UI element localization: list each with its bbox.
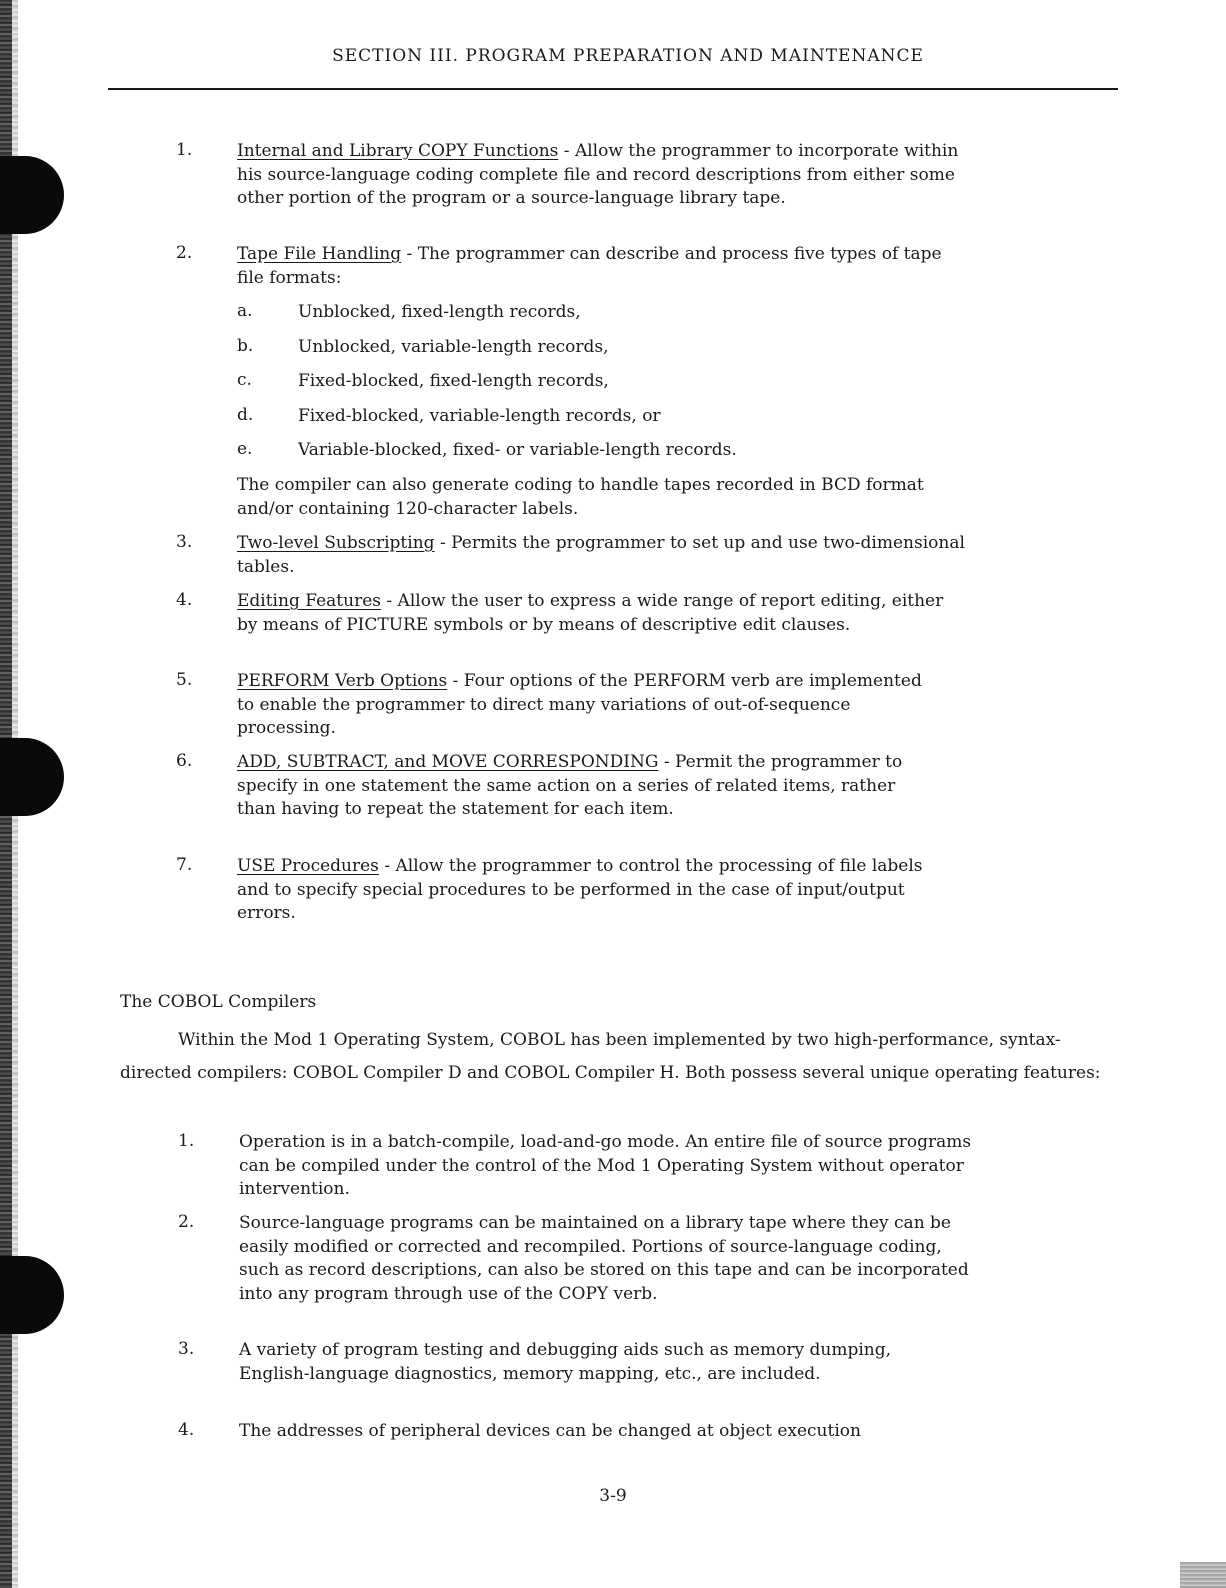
feature-number: 6. (176, 751, 193, 771)
feature-item (237, 140, 987, 211)
feature-item (237, 855, 937, 926)
feature-description: - Allow the programmer to incorporate within his source-language coding complete file and record descriptions from either some other portion of the program or a source-language library tape. (237, 141, 959, 208)
compiler-feature-number: 4. (178, 1420, 195, 1440)
compiler-feature-text: The addresses of peripheral devices can be changed at object execution (239, 1421, 861, 1441)
feature-number: 5. (176, 670, 193, 690)
format-letter: b. (237, 336, 254, 356)
punch-hole (0, 738, 64, 816)
format-text: Fixed-blocked, variable-length records, or (298, 406, 661, 426)
feature-number: 7. (176, 855, 193, 875)
scan-artifact (1180, 1562, 1226, 1588)
compiler-feature-number: 1. (178, 1131, 195, 1151)
header-rule (108, 88, 1118, 90)
feature-title: USE Procedures (237, 856, 379, 876)
section-heading: The COBOL Compilers (120, 992, 317, 1012)
punch-hole (0, 156, 64, 234)
feature-description: - The programmer can describe and process five types of tape file formats: (237, 244, 942, 288)
feature-number: 2. (176, 243, 193, 263)
format-letter: e. (237, 439, 253, 459)
intro-paragraph: Within the Mod 1 Operating System, COBOL has been implemented by two high-performance, syntax-directed compilers: COBOL Compiler D and COBOL Compiler H. Both possess several unique operating features: (120, 1030, 1101, 1083)
format-text: Fixed-blocked, fixed-length records, (298, 371, 609, 391)
compiler-feature-text: A variety of program testing and debugging aids such as memory dumping, English-language diagnostics, memory mapping, etc., are included. (239, 1340, 891, 1384)
format-text: Variable-blocked, fixed- or variable-length records. (298, 440, 737, 460)
feature-item (237, 670, 937, 741)
page-number: 3-9 (599, 1486, 627, 1506)
feature-description: - Four options of the PERFORM verb are implemented to enable the programmer to direct many variations of out-of-sequence processing. (237, 671, 922, 738)
feature-title: Internal and Library COPY Functions (237, 141, 559, 161)
compiler-feature-text: Operation is in a batch-compile, load-and-go mode. An entire file of source programs can be compiled under the control of the Mod 1 Operating System without operator intervention. (239, 1132, 972, 1199)
feature-number: 4. (176, 590, 193, 610)
feature-title: Tape File Handling (237, 244, 402, 264)
feature-description: - Allow the user to express a wide range of report editing, either by means of PICTURE symbols or by means of descriptive edit clauses. (237, 591, 944, 635)
compiler-feature-text: Source-language programs can be maintained on a library tape where they can be easily modified or corrected and recompiled. Portions of source-language coding, such as record descriptions, can also be stored on this tape and can be incorporated into any program through use of the COPY verb. (239, 1213, 969, 1304)
feature-description: - Allow the programmer to control the processing of file labels and to specify special procedures to be performed in the case of input/output errors. (237, 856, 923, 923)
feature-description: - Permits the programmer to set up and use two-dimensional tables. (237, 533, 965, 577)
feature-title: Editing Features (237, 591, 381, 611)
punch-hole (0, 1256, 64, 1334)
feature-title: ADD, SUBTRACT, and MOVE CORRESPONDING (237, 752, 659, 772)
compiler-feature-number: 2. (178, 1212, 195, 1232)
format-letter: c. (237, 370, 252, 390)
feature-title: Two-level Subscripting (237, 533, 435, 553)
feature-item (237, 751, 937, 822)
format-letter: a. (237, 301, 253, 321)
feature-number: 1. (176, 140, 193, 160)
feature-number: 3. (176, 532, 193, 552)
compiler-feature-number: 3. (178, 1339, 195, 1359)
format-letter: d. (237, 405, 254, 425)
feature-description: - Permit the programmer to specify in one statement the same action on a series of related items, rather than having to repeat the statement for each item. (237, 752, 903, 819)
page-header: SECTION III. PROGRAM PREPARATION AND MAINTENANCE (332, 46, 924, 66)
bcd-note: The compiler can also generate coding to handle tapes recorded in BCD format and/or containing 120-character labels. (237, 475, 924, 519)
feature-item (237, 532, 997, 579)
format-text: Unblocked, fixed-length records, (298, 302, 581, 322)
feature-item (237, 590, 967, 637)
format-text: Unblocked, variable-length records, (298, 337, 609, 357)
feature-item (237, 243, 957, 290)
feature-title: PERFORM Verb Options (237, 671, 448, 691)
